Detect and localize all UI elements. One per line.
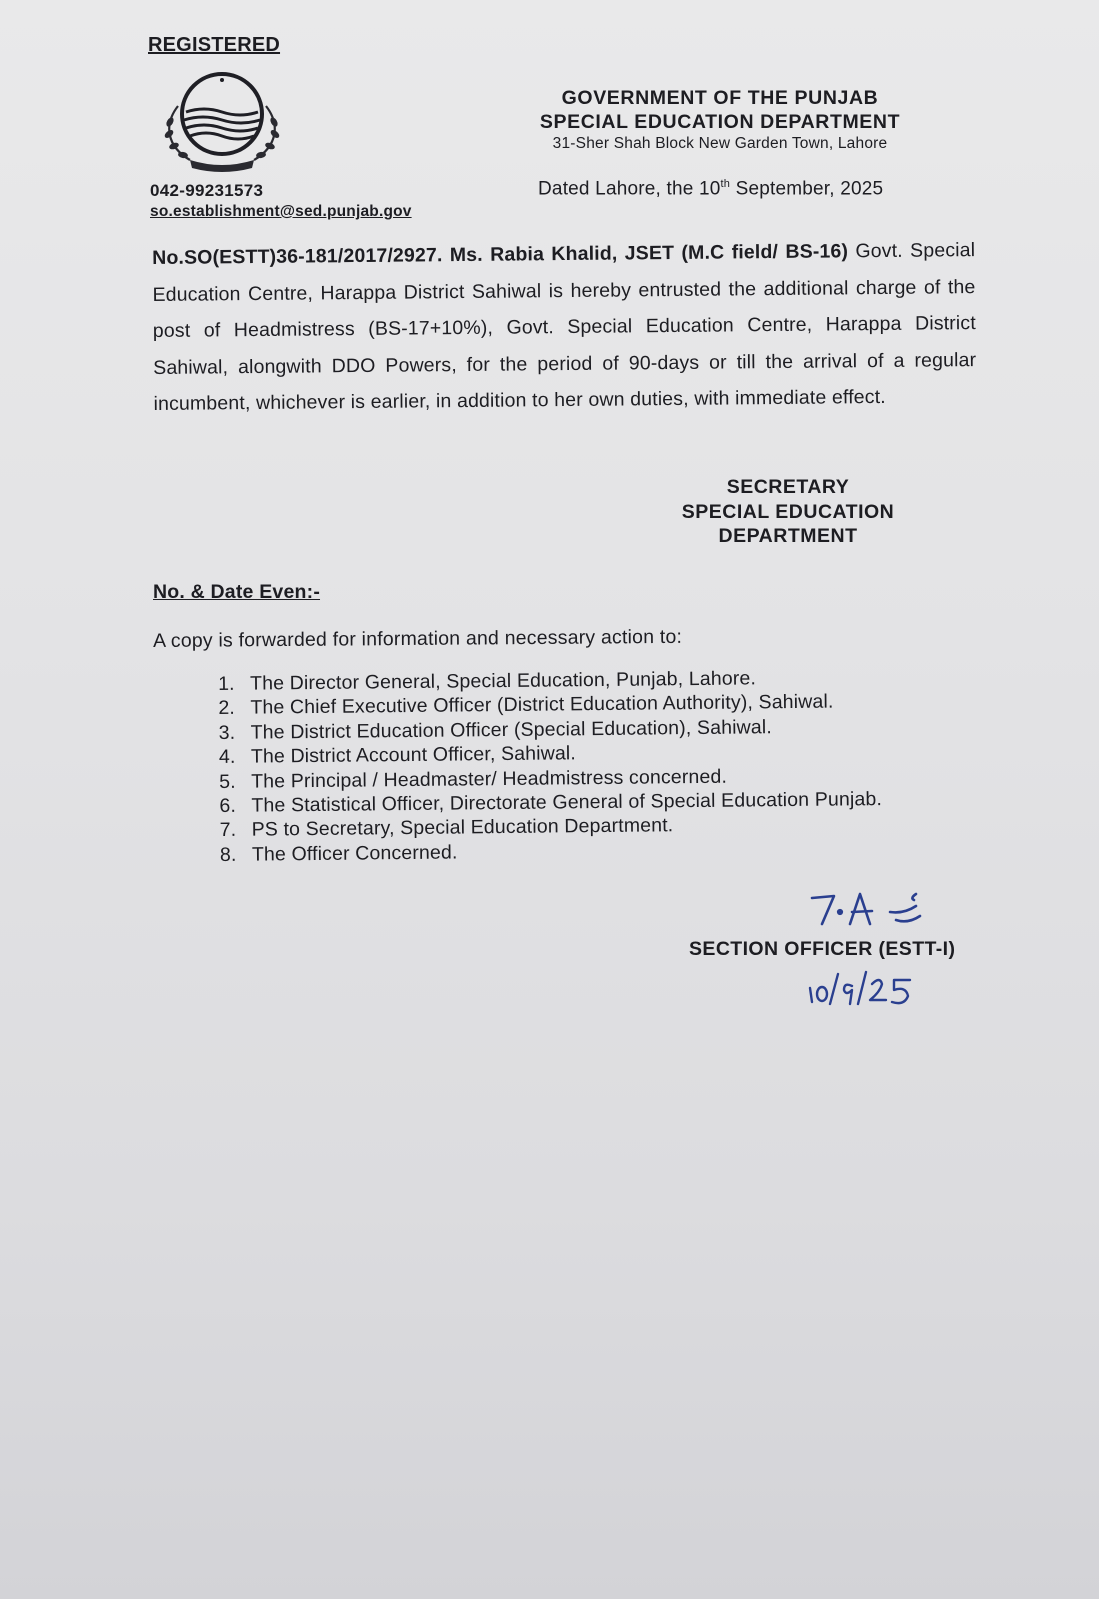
recipient-text: The District Account Officer, Sahiwal.: [250, 742, 577, 768]
dated-line: [538, 178, 883, 200]
recipient-text: The Statistical Officer, Directorate General of Special Education Punjab.: [251, 788, 883, 817]
recipient-number: 7.: [219, 819, 237, 842]
signatory-line-2: SPECIAL EDUCATION: [681, 500, 895, 523]
dated-suffix: September, 2025: [730, 178, 884, 200]
recipient-text: PS to Secretary, Special Education Department.: [251, 814, 674, 842]
section-officer-title: SECTION OFFICER (ESTT-I): [689, 938, 956, 960]
endorsement-intro: A copy is forwarded for information and necessary action to:: [153, 625, 683, 652]
dated-prefix: Dated Lahore, the 10: [538, 178, 721, 200]
signatory-line-1: SECRETARY: [726, 476, 850, 498]
recipient-text: The District Education Officer (Special Education), Sahiwal.: [250, 716, 773, 744]
handwritten-initials-signature: [800, 884, 940, 934]
secretary-signature-block: [668, 475, 908, 549]
phone-number: 042-99231573: [150, 181, 264, 200]
handwritten-date-signature: [800, 966, 930, 1012]
recipient-number: 8.: [219, 843, 237, 866]
department-letterhead: [500, 86, 940, 153]
department-name: SPECIAL EDUCATION DEPARTMENT: [539, 111, 901, 133]
order-text: Govt. Special Education Centre, Harappa District Sahiwal is hereby entrusted the additional charge of the post of Headmistress (BS-17+10%), Govt. Special Education Centre, Harappa District Sahiwal, alongwith DDO Powers, for the period of 90-days or till the arrival of a regular incumbent, whichever is earlier, in addition to her own duties, with immediate effect.: [152, 239, 977, 415]
registered-label: REGISTERED: [148, 34, 281, 56]
dated-ordinal: th: [720, 178, 731, 190]
recipient-number: 2.: [218, 697, 236, 720]
email-address: so.establishment@sed.punjab.gov: [150, 203, 412, 220]
recipient-text: The Director General, Special Education, Punjab, Lahore.: [250, 667, 757, 695]
recipient-number: 6.: [219, 794, 237, 818]
recipient-number: 4.: [218, 746, 236, 769]
signatory-line-3: DEPARTMENT: [718, 525, 858, 547]
government-name: GOVERNMENT OF THE PUNJAB: [561, 87, 879, 109]
recipient-text: The Chief Executive Officer (District Education Authority), Sahiwal.: [250, 690, 834, 720]
department-address: 31-Sher Shah Block New Garden Town, Lahore: [552, 135, 888, 152]
recipient-text: The Principal / Headmaster/ Headmistress concerned.: [251, 765, 728, 793]
recipient-list: [218, 665, 883, 867]
recipient-number: 3.: [218, 721, 236, 744]
recipient-text: The Officer Concerned.: [251, 841, 458, 866]
order-paragraph: [152, 232, 977, 422]
recipient-number: 5.: [219, 770, 236, 793]
endorsement-heading: No. & Date Even:-: [153, 581, 321, 603]
order-reference: No.SO(ESTT)36-181/2017/2927. Ms. Rabia Khalid, JSET (M.C field/ BS-16): [152, 240, 849, 269]
punjab-emblem-icon: [156, 68, 288, 172]
recipient-number: 1.: [218, 672, 235, 695]
